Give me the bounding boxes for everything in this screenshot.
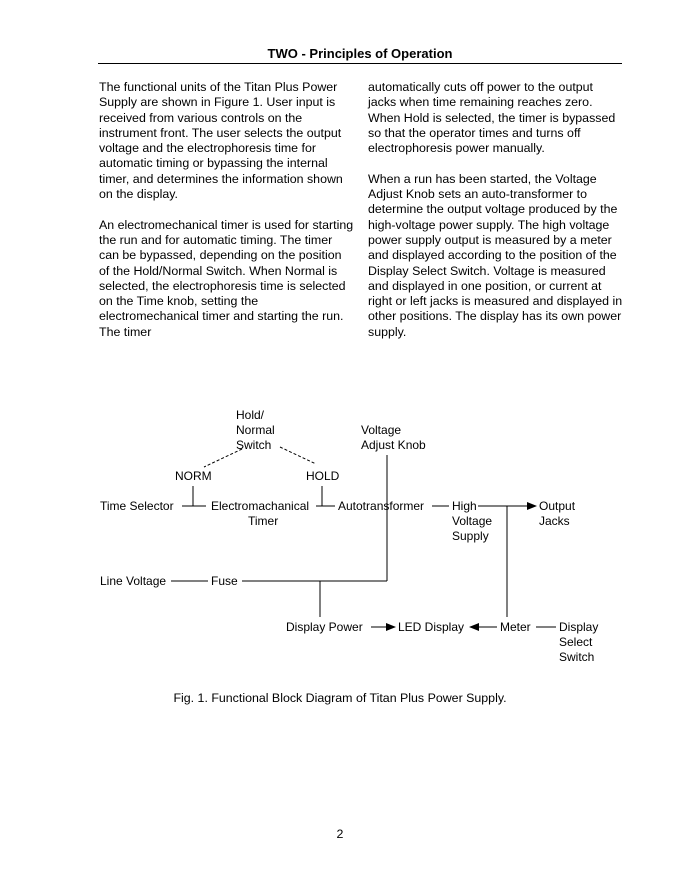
display-power-label: Display Power bbox=[286, 620, 363, 634]
paragraph: When a run has been started, the Voltage Adjust Knob sets an auto-transformer to determine the output voltage produced by the high-voltage power supply. The high voltage power supply output is measured by a meter and displayed according to the position of the Display Select Switch. Voltage is measured and displayed in one position, or current at right or left jacks is measured and displayed in other positions. The display has its own power supply. bbox=[368, 171, 623, 339]
electromechanical-timer-label: Electromachanical Timer bbox=[211, 499, 310, 528]
page-number: 2 bbox=[336, 827, 344, 841]
line-voltage-label: Line Voltage bbox=[100, 574, 167, 588]
paragraph: The functional units of the Titan Plus Power Supply are shown in Figure 1. User input is received from various controls on the instrument front. The user selects the output voltage and the electrophoresis time for automatic timing or bypassing the internal timer, and determines the information shown on the display. bbox=[99, 80, 343, 202]
display-select-switch-label: Display Select Switch bbox=[559, 620, 599, 664]
paragraph: automatically cuts off power to the output jacks when time remaining reaches zero. When Hold is selected, the timer is bypassed so that the operator times and turns off electrophoresis power manually. bbox=[368, 80, 616, 156]
hold-dashed-link bbox=[280, 447, 316, 464]
left-column bbox=[99, 80, 355, 355]
figure-caption: Fig. 1. Functional Block Diagram of Titan Plus Power Supply. bbox=[173, 691, 507, 705]
paragraph: An electromechanical timer is used for starting the run and for automatic timing. The timer can be bypassed, depending on the position of the Hold/Normal Switch. When Normal is selected, the electrophoresis time is selected on the Time knob, setting the electromechanical timer and starting the run. The timer bbox=[99, 217, 354, 339]
right-column bbox=[368, 80, 624, 355]
page-header: TWO - Principles of Operation bbox=[267, 46, 453, 61]
block-diagram bbox=[0, 400, 680, 670]
hold-normal-switch-label: Hold/ Normal Switch bbox=[236, 408, 275, 452]
time-selector-label: Time Selector bbox=[100, 499, 174, 513]
high-voltage-supply-label: High Voltage Supply bbox=[452, 499, 493, 543]
norm-label: NORM bbox=[175, 469, 212, 483]
header-rule bbox=[98, 63, 622, 64]
connector-lines bbox=[171, 447, 556, 627]
voltage-adjust-knob-label: Voltage Adjust Knob bbox=[361, 423, 426, 452]
meter-label: Meter bbox=[500, 620, 531, 634]
norm-dashed-link bbox=[204, 449, 242, 467]
fuse-label: Fuse bbox=[211, 574, 238, 588]
autotransformer-label: Autotransformer bbox=[338, 499, 425, 513]
output-jacks-label: Output Jacks bbox=[539, 499, 576, 528]
hold-label: HOLD bbox=[306, 469, 340, 483]
led-display-label: LED Display bbox=[398, 620, 465, 634]
